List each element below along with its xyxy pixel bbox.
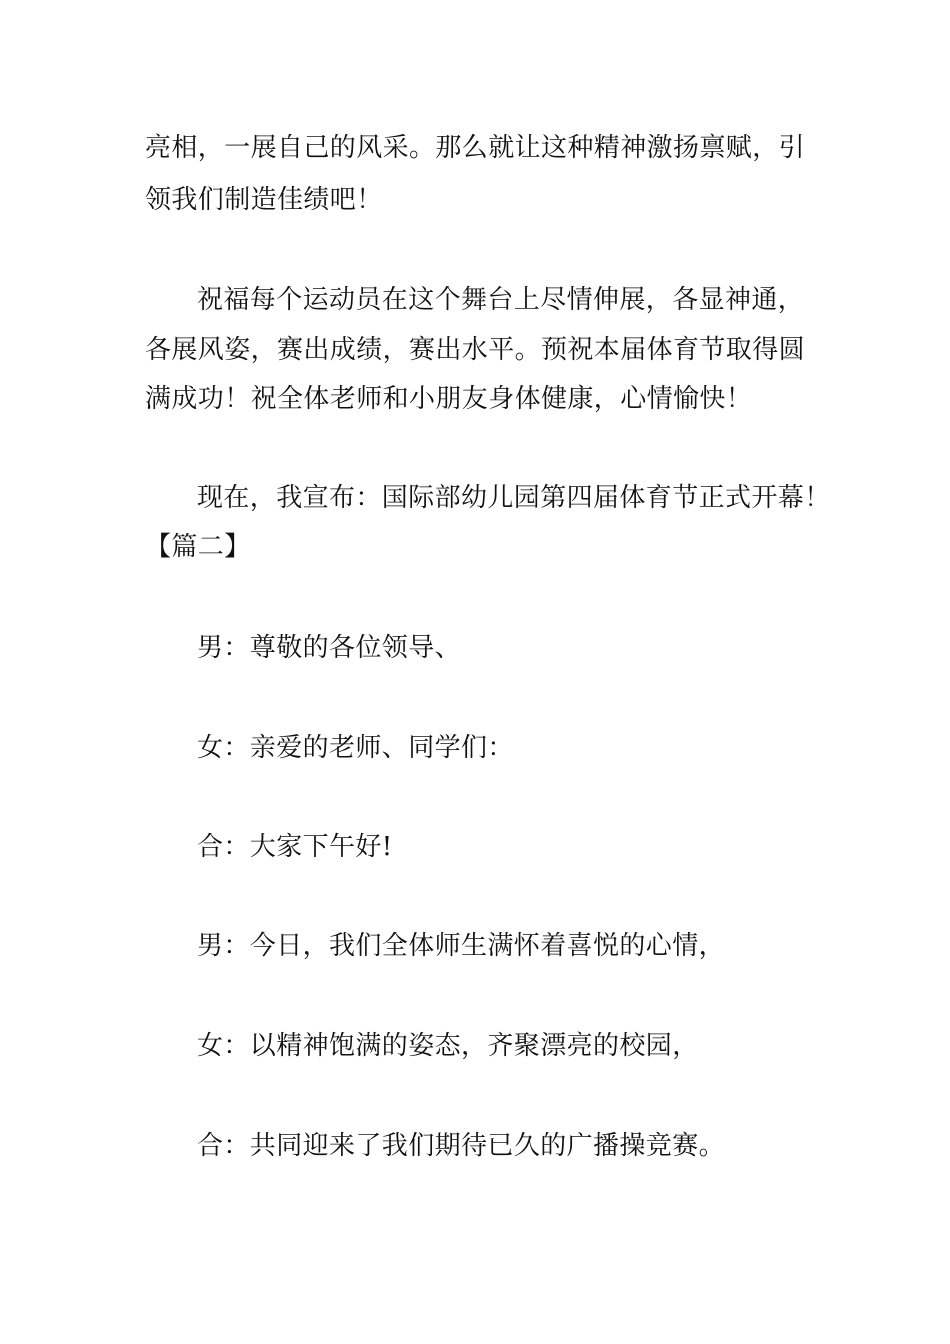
dialogue-line: 男：今日，我们全体师生满怀着喜悦的心情， [197, 931, 726, 961]
section-heading: 【篇二】 [145, 532, 251, 562]
dialogue-line: 合：共同迎来了我们期待已久的广播操竞赛。 [197, 1131, 726, 1161]
text-line: 亮相，一展自己的风采。那么就让这种精神激扬禀赋，引 [145, 133, 806, 163]
paragraph-first-line: 现在，我宣布：国际部幼儿园第四届体育节正式开幕！ [197, 483, 831, 513]
text-line: 各展风姿，赛出成绩，赛出水平。预祝本届体育节取得圆 [145, 335, 806, 365]
dialogue-line: 男：尊敬的各位领导、 [197, 633, 462, 663]
text-line: 领我们制造佳绩吧！ [145, 185, 383, 215]
dialogue-line: 合：大家下午好! [197, 832, 393, 862]
dialogue-line: 女：以精神饱满的姿态，齐聚漂亮的校园， [197, 1031, 699, 1061]
paragraph-first-line: 祝福每个运动员在这个舞台上尽情伸展，各显神通， [197, 285, 805, 315]
dialogue-line: 女：亲爱的老师、同学们： [197, 733, 514, 763]
text-line: 满成功！祝全体老师和小朋友身体健康，心情愉快！ [145, 384, 753, 414]
